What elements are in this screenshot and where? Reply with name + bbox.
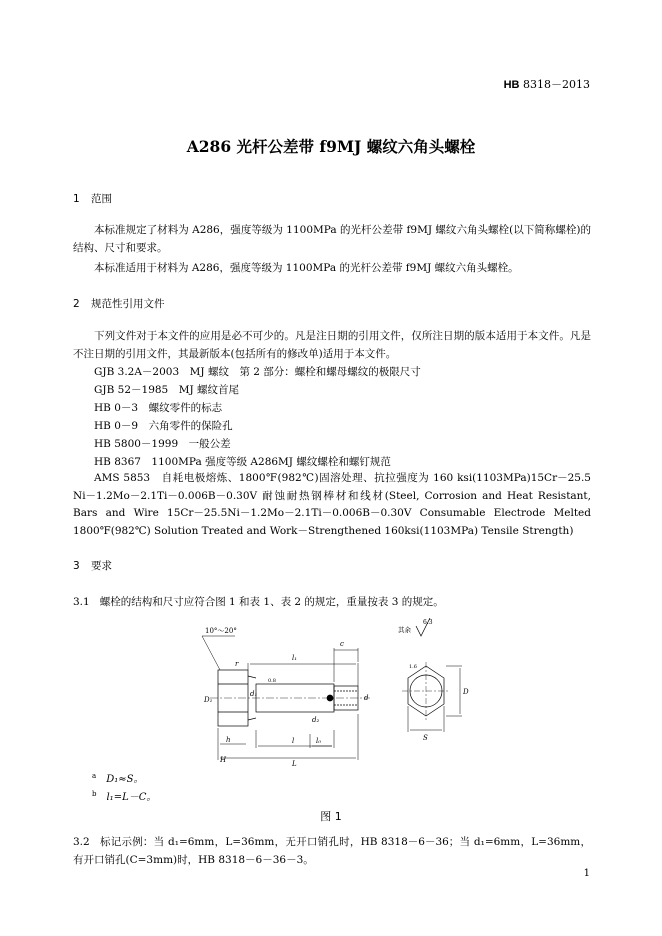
hex-ra-value: 1.6 [409, 664, 417, 670]
page-number: 1 [583, 868, 590, 879]
dim-D: D [463, 688, 469, 696]
ref-item-ams: AMS 5853 自耗电极熔炼、1800℉(982℃)固溶处理、抗拉强度为 160 ksi(1103MPa)15Cr－25.5 Ni－1.2Mo－2.1Ti－0.006B－0.30V 耐蚀耐热钢棒材和线材(Steel, Corrosion and Heat Resistant, Bars and Wire 15Cr－25.5Ni－1.2Mo－2.1Ti－0.006B－0.30V Consumable Electrode Melted 1800℉(982℃) Solution Treated and Work－Strengthened 160ksi(1103MPa) Tensile Strength) [73, 472, 591, 537]
ref-item: HB 8367 1100MPa 强度等级 A286MJ 螺纹螺栓和螺钉规范 [94, 456, 391, 468]
scope-paragraph-2: 本标准适用于材料为 A286，强度等级为 1100MPa 的光杆公差带 f9MJ 螺纹六角头螺栓。 [94, 262, 519, 274]
bolt-shank [210, 684, 370, 712]
dim-d: d [364, 694, 369, 702]
dim-d2: d₂ [312, 716, 320, 724]
dim-S: S [423, 734, 428, 742]
refs-intro: 下列文件对于本文件的应用是必不可少的。凡是注日期的引用文件，仅所注日期的版本适用于本文件。凡是不注日期的引用文件，其最新版本(包括所有的修改单)适用于本文件。 [73, 330, 591, 360]
section-3-heading: 3 要求 [73, 560, 112, 572]
ref-item: GJB 3.2A－2003 MJ 螺纹 第 2 部分：螺栓和螺母螺纹的极限尺寸 [94, 366, 421, 378]
bolt-drawing [180, 618, 590, 778]
ref-item: HB 5800－1999 一般公差 [94, 438, 231, 450]
dim-l1: l₁ [292, 654, 298, 662]
dim-L: L [292, 760, 297, 768]
dim-l: l [292, 737, 295, 745]
footnote-a: $^a$ D₁≈S。 [92, 771, 144, 785]
dim-c: c [340, 640, 344, 648]
document-code: HB 8318－2013 [503, 78, 590, 91]
figure-caption: 图 1 [320, 810, 342, 823]
dim-h: h [226, 736, 231, 744]
ra-value: 0.8 [268, 678, 276, 684]
section-2-heading: 2 规范性引用文件 [73, 298, 165, 310]
footnote-b: $^b$ l₁=L－C。 [92, 789, 157, 803]
angle-label: 10°～20° [205, 627, 237, 635]
req-3-2: 3.2 标记示例：当 d₁=6mm，L=36mm，无开口销孔时，HB 8318－6－36；当 d₁=6mm，L=36mm，有开口销孔(C=3mm)时，HB 8318－6－36－3。 [73, 836, 591, 866]
req-3-1: 3.1 螺栓的结构和尺寸应符合图 1 和表 1、表 2 的规定，重量按表 3 的规定。 [73, 596, 444, 608]
hex-end-view [402, 662, 462, 732]
rest-ra-value: 6.3 [423, 619, 433, 626]
section-1-heading: 1 范围 [73, 193, 112, 205]
ref-item: HB 0－9 六角零件的保险孔 [94, 420, 233, 432]
rest-label: 其余 [398, 626, 411, 634]
dim-l0: l₀ [316, 737, 322, 745]
dim-r: r [235, 660, 239, 668]
ref-item: HB 0－3 螺纹零件的标志 [94, 402, 223, 414]
dim-d1: d₁ [250, 690, 258, 698]
ref-item: GJB 52－1985 MJ 螺纹首尾 [94, 384, 240, 396]
page-title: A286 光杆公差带 f9MJ 螺纹六角头螺栓 [186, 137, 476, 156]
bolt-head [218, 670, 256, 726]
dim-H: H [220, 756, 227, 764]
dim-D1: D₁ [204, 696, 213, 704]
scope-paragraph-1: 本标准规定了材料为 A286，强度等级为 1100MPa 的光杆公差带 f9MJ 螺纹六角头螺栓(以下简称螺栓)的结构、尺寸和要求。 [73, 224, 591, 254]
